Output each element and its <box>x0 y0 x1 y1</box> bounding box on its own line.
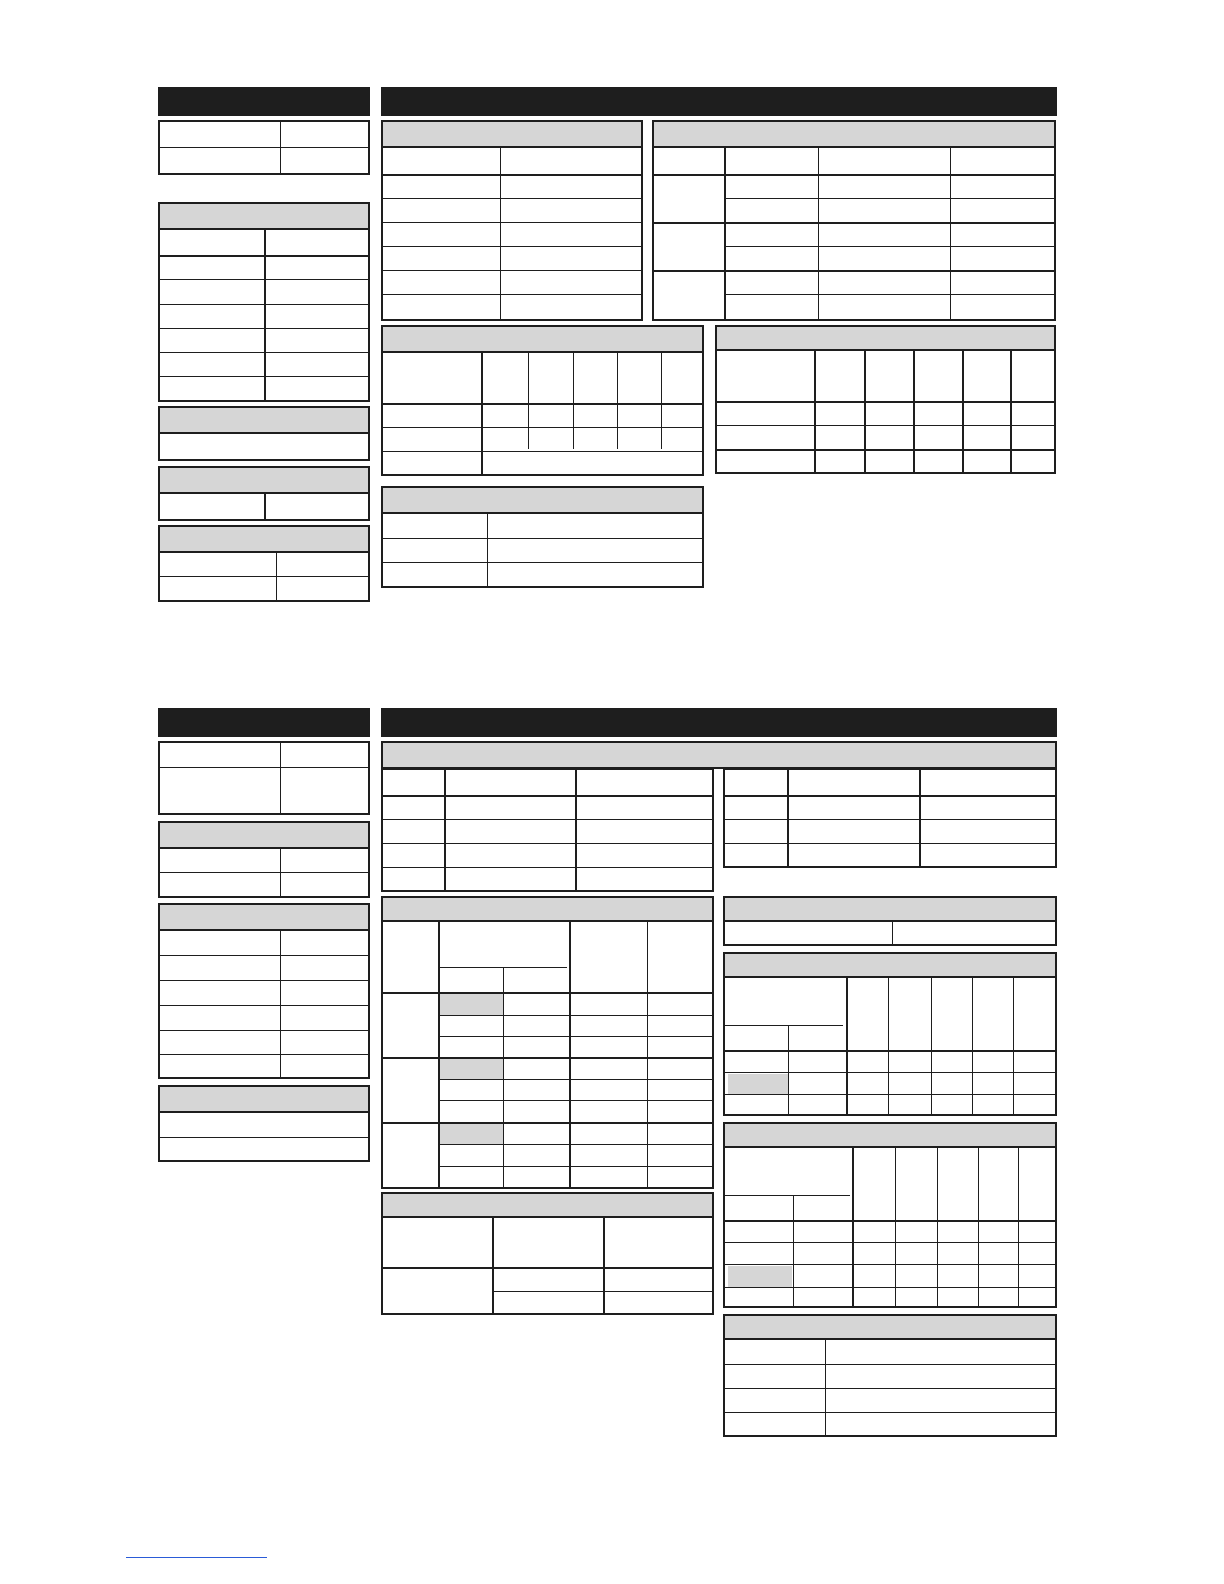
top-left-table-3 <box>158 432 370 461</box>
bottom-left-table-3-header <box>158 903 370 931</box>
top-main-header-bar <box>381 87 1057 116</box>
top-table-b <box>652 146 1056 321</box>
bottom-main-header-bar <box>381 708 1057 737</box>
top-left-table-2 <box>158 228 370 402</box>
bottom-left-table-4 <box>158 1111 370 1162</box>
bottom-left-table-2 <box>158 847 370 898</box>
top-left-table-3-header <box>158 406 370 434</box>
bottom-table-a-left <box>381 768 714 892</box>
bottom-left-table-1 <box>158 741 370 815</box>
top-left-table-5 <box>158 551 370 602</box>
top-table-a <box>381 146 643 321</box>
top-left-table-2-header <box>158 202 370 230</box>
bottom-table-g <box>723 1338 1057 1437</box>
bottom-table-d <box>723 920 1057 946</box>
bottom-left-header-bar <box>158 708 370 737</box>
bottom-table-e <box>723 976 1057 1116</box>
footer-link-underline[interactable] <box>126 1557 267 1558</box>
bottom-table-c <box>381 1216 714 1315</box>
bottom-left-table-3 <box>158 929 370 1079</box>
top-table-c-header <box>381 325 704 353</box>
top-table-a-header <box>381 120 643 148</box>
bottom-table-a-right <box>723 768 1057 868</box>
bottom-left-table-2-header <box>158 821 370 849</box>
top-table-d <box>715 349 1056 474</box>
bottom-table-a-header <box>381 741 1057 769</box>
top-table-e-header <box>381 486 704 514</box>
top-left-table-4-header <box>158 466 370 494</box>
bottom-table-f <box>723 1146 1057 1308</box>
top-table-e <box>381 512 704 588</box>
top-left-table-5-header <box>158 525 370 553</box>
top-table-b-header <box>652 120 1056 148</box>
top-left-table-4 <box>158 492 370 521</box>
top-left-header-bar <box>158 87 370 116</box>
bottom-left-table-4-header <box>158 1085 370 1113</box>
top-table-c <box>381 351 704 476</box>
top-left-table-1 <box>158 120 370 175</box>
bottom-table-b <box>381 920 714 1189</box>
